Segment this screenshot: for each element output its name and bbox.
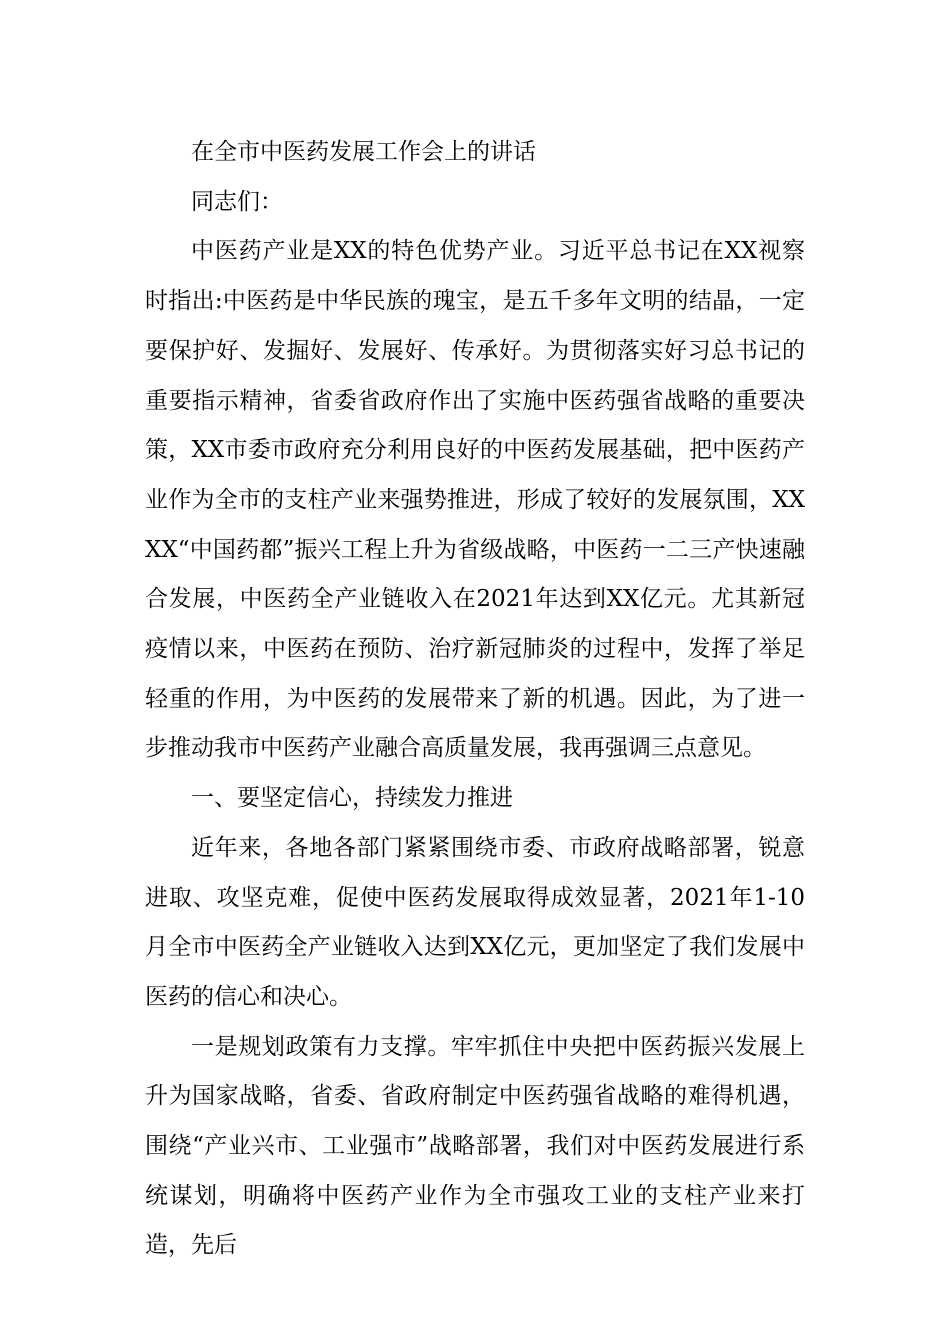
document-body (145, 128, 805, 1271)
intro-paragraph: 中医药产业是XX的特色优势产业。习近平总书记在XX视察时指出:中医药是中华民族的瑰宝，是五千多年文明的结晶，一定要保护好、发掘好、发展好、传承好。为贯彻落实好习总书记的重要指示精神，省委省政府作出了实施中医药强省战略的重要决策，XX市委市政府充分利用良好的中医药发展基础，把中医药产业作为全市的支柱产业来强势推进，形成了较好的发展氛围，XXXX“中国药都”振兴工程上升为省级战略，中医药一二三产快速融合发展，中医药全产业链收入在2021年达到XX亿元。尤其新冠疫情以来，中医药在预防、治疗新冠肺炎的过程中，发挥了举足轻重的作用，为中医药的发展带来了新的机遇。因此，为了进一步推动我市中医药产业融合高质量发展，我再强调三点意见。 (145, 238, 805, 762)
section-heading-1: 一、要坚定信心，持续发力推进 (191, 785, 513, 812)
section-1-point-1-paragraph: 一是规划政策有力支撑。牢牢抓住中央把中医药振兴发展上升为国家战略，省委、省政府制定中医药强省战略的难得机遇，围绕“产业兴市、工业强市”战略部署，我们对中医药发展进行系统谋划，明确将中医药产业作为全市强攻工业的支柱产业来打造，先后 (145, 1033, 805, 1259)
speech-title: 在全市中医药发展工作会上的讲话 (191, 139, 536, 165)
section-1-paragraph: 近年来，各地各部门紧紧围绕市委、市政府战略部署，锐意进取、攻坚克难，促使中医药发展取得成效显著，2021年1-10月全市中医药全产业链收入达到XX亿元，更加坚定了我们发展中医药的信心和决心。 (145, 834, 805, 1010)
salutation: 同志们： (191, 188, 283, 215)
